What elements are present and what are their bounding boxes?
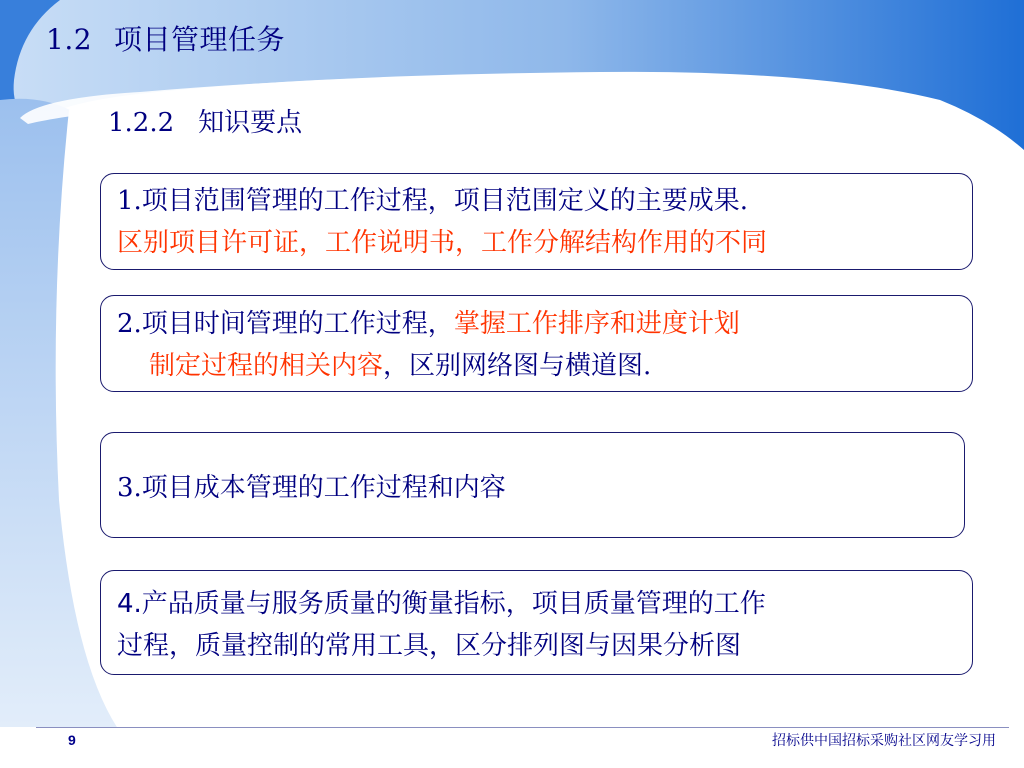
slide-title	[46, 18, 285, 58]
footer-divider	[36, 727, 1009, 728]
point-2-line-1	[117, 303, 972, 345]
point-box-4	[100, 570, 973, 675]
point-2-line-1-prefix: 2.项目时间管理的工作过程，	[117, 309, 454, 339]
slide-subtitle	[108, 102, 302, 139]
point-4-line-2: 过程，质量控制的常用工具，区分排列图与因果分析图	[117, 631, 742, 661]
point-2-line-2-suffix: ，区别网络图与横道图.	[383, 351, 652, 381]
page-number: 9	[68, 732, 76, 748]
point-4-line-1: 4.产品质量与服务质量的衡量指标，项目质量管理的工作	[117, 589, 766, 619]
point-1-line-2: 区别项目许可证，工作说明书，工作分解结构作用的不同	[117, 228, 768, 258]
title-number: 1.2	[46, 23, 93, 56]
point-box-3	[100, 432, 965, 538]
title-text: 项目管理任务	[114, 23, 286, 56]
point-2-line-1-highlight: 掌握工作排序和进度计划	[453, 309, 740, 339]
point-1-line-1: 1.项目范围管理的工作过程，项目范围定义的主要成果.	[117, 186, 749, 216]
point-3-line-1: 3.项目成本管理的工作过程和内容	[117, 473, 506, 503]
footer-text: 招标供中国招标采购社区网友学习用	[772, 733, 996, 749]
point-2-line-2	[117, 345, 972, 387]
subtitle-text: 知识要点	[198, 108, 303, 138]
point-box-2	[100, 295, 973, 392]
subtitle-number: 1.2.2	[108, 108, 175, 138]
point-2-line-2-highlight: 制定过程的相关内容	[149, 351, 384, 381]
point-box-1	[100, 173, 973, 270]
